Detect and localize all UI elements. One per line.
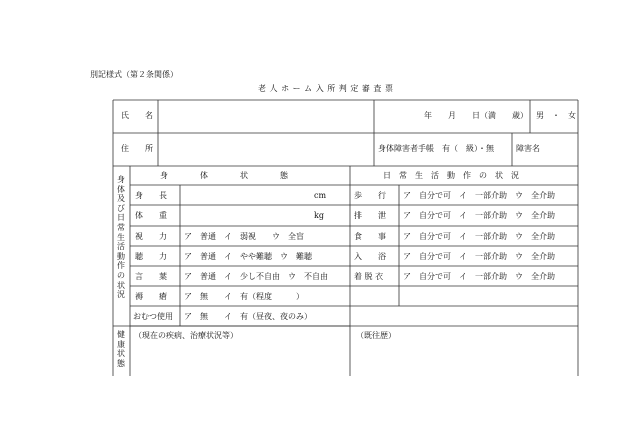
vision-options: ア 普通 イ 弱視 ウ 全盲 [184, 232, 304, 241]
address-field[interactable] [159, 134, 373, 165]
speech-options: ア 普通 イ 少し不自由 ウ 不自由 [184, 272, 328, 281]
bathing-options: ア 自分で可 イ 一部介助 ウ 全介助 [403, 252, 555, 261]
hearing-options: ア 普通 イ やや難聴 ウ 難聴 [184, 252, 312, 261]
walking-options: ア 自分で可 イ 一部介助 ウ 全介助 [403, 191, 555, 200]
eating-options: ア 自分で可 イ 一部介助 ウ 全介助 [403, 232, 555, 241]
height-unit: cm [314, 191, 327, 200]
eating-label: 食 事 [354, 232, 386, 241]
adl-header: 日 常 生 活 動 作 の 状 況 [383, 171, 519, 180]
name-field[interactable] [159, 101, 373, 132]
diaper-options: ア 無 イ 有（昼夜、夜のみ） [184, 312, 312, 321]
bathing-label: 入 浴 [354, 252, 386, 261]
current-illness-label: （現在の疾病、治療状況等） [134, 331, 238, 340]
form-title: 老 人 ホ ー ム 入 所 判 定 審 査 票 [258, 84, 394, 93]
medical-history-label: （既往歴） [356, 331, 396, 340]
diaper-label: おむつ使用 [133, 312, 173, 321]
disability-certificate-text: 身体障害者手帳 有（ 級）・無 [378, 144, 494, 153]
disability-name-label: 障害名 [516, 144, 540, 153]
excretion-options: ア 自分で可 イ 一部介助 ウ 全介助 [403, 211, 555, 220]
weight-label: 体 重 [135, 211, 167, 220]
health-side-label: 健康状態 [117, 330, 125, 368]
dressing-label: 着 脱 衣 [354, 272, 384, 281]
birth-date-text: 年 月 日（満 歳） [424, 111, 528, 120]
bedsore-options: ア 無 イ 有（程度 ） [184, 292, 304, 301]
walking-label: 歩 行 [354, 191, 386, 200]
body-adl-side-label: 身体及び日常生活動作の状況 [117, 175, 125, 300]
weight-unit: kg [314, 211, 324, 220]
bedsore-label: 褥 瘡 [135, 292, 167, 301]
name-label: 氏 名 [121, 111, 153, 120]
speech-label: 言 葉 [135, 272, 167, 281]
height-label: 身 長 [135, 191, 167, 200]
sex-text: 男 ・ 女 [536, 111, 576, 120]
excretion-label: 排 泄 [354, 211, 386, 220]
form-label: 別記様式（第２条関係） [90, 70, 178, 79]
address-label: 住 所 [121, 144, 153, 153]
dressing-options: ア 自分で可 イ 一部介助 ウ 全介助 [403, 272, 555, 281]
vision-label: 視 力 [135, 232, 167, 241]
physical-state-header: 身 体 状 態 [160, 171, 288, 180]
hearing-label: 聴 力 [135, 252, 167, 261]
